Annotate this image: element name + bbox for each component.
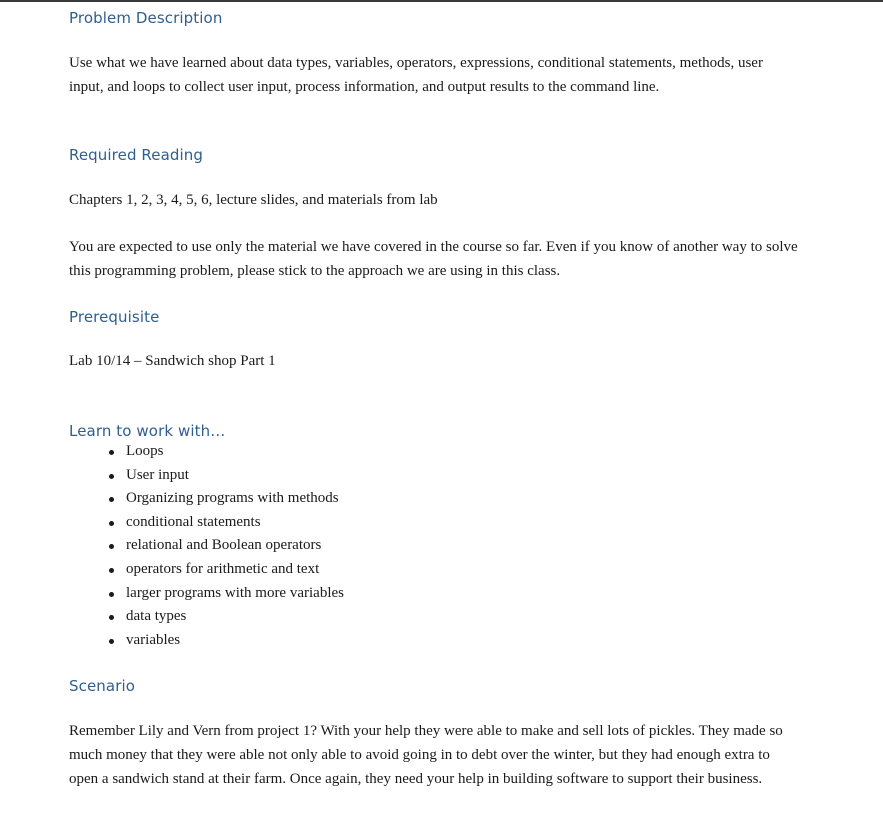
list-item-text: data types — [126, 608, 187, 625]
list-item-text: larger programs with more variables — [126, 584, 344, 601]
heading-problem-description: Problem Description — [69, 9, 223, 27]
list-item-text: relational and Boolean operators — [126, 537, 322, 554]
bullet-icon — [109, 568, 114, 573]
list-item — [107, 582, 344, 606]
list-item-text: conditional statements — [126, 513, 261, 530]
list-item-text: User input — [126, 466, 189, 483]
heading-scenario: Scenario — [69, 677, 136, 695]
top-border — [0, 0, 883, 2]
bullet-icon — [109, 544, 114, 549]
problem-description-text: Use what we have learned about data types, variables, operators, expressions, conditional statements, methods, user input, and loops to collect user input, process information, and output results to the command line. — [69, 55, 763, 95]
prerequisite-text: Lab 10/14 – Sandwich shop Part 1 — [69, 353, 276, 369]
bullet-icon — [109, 450, 114, 455]
heading-required-reading: Required Reading — [69, 146, 204, 164]
scenario-text: Remember Lily and Vern from project 1? With your help they were able to make and sell lots of pickles. They made so much money that they were able not only able to avoid going in to debt over the winter, but they had enough extra to open a sandwich stand at their farm. Once again, they need your help in building software to support their business. — [69, 723, 783, 787]
list-item-text: variables — [126, 631, 181, 648]
list-item — [107, 440, 344, 464]
bullet-icon — [109, 592, 114, 597]
bullet-icon — [109, 639, 114, 644]
bullet-icon — [109, 474, 114, 479]
bullet-icon — [109, 497, 114, 502]
learn-list — [107, 440, 344, 652]
bullet-icon — [109, 615, 114, 620]
heading-learn-to-work-with: Learn to work with… — [69, 422, 226, 440]
list-item — [107, 534, 344, 558]
list-item — [107, 629, 344, 653]
list-item-text: operators for arithmetic and text — [126, 560, 320, 577]
list-item-text: Organizing programs with methods — [126, 490, 339, 507]
list-item — [107, 511, 344, 535]
list-item-text: Loops — [126, 443, 164, 459]
list-item — [107, 605, 344, 629]
list-item — [107, 487, 344, 511]
heading-prerequisite: Prerequisite — [69, 308, 160, 326]
list-item — [107, 558, 344, 582]
required-reading-chapters: Chapters 1, 2, 3, 4, 5, 6, lecture slides, and materials from lab — [69, 192, 438, 208]
required-reading-note: You are expected to use only the material we have covered in the course so far. Even if you know of another way to solve this programming problem, please stick to the approach we are using in this class. — [69, 239, 798, 279]
bullet-icon — [109, 521, 114, 526]
list-item — [107, 464, 344, 488]
